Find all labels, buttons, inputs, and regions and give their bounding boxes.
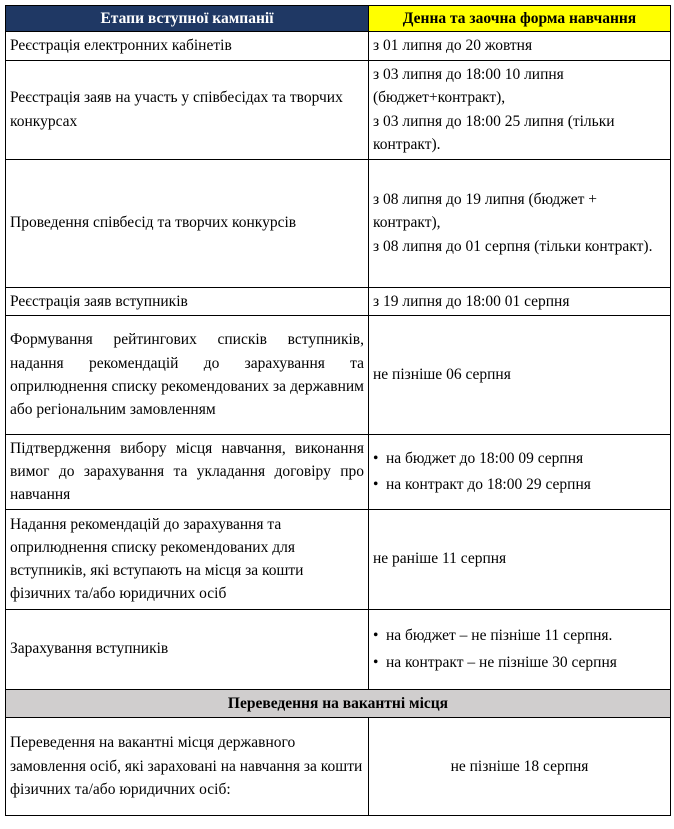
section-title: Переведення на вакантні місця: [6, 689, 671, 717]
period-line: з 19 липня до 18:00 01 серпня: [373, 292, 570, 310]
section-header-row: [6, 689, 671, 717]
bullet-item: • на контракт – не пізніше 30 серпня: [373, 651, 666, 674]
stage-cell: Переведення на вакантні місця державного замовлення осіб, які зараховані на навчання за кошти фізичних та/або юридичних осіб:: [6, 717, 369, 815]
period-cell: [369, 159, 671, 287]
period-line: з 03 липня до 18:00 25 липня (тільки контракт).: [373, 112, 615, 153]
period-line: з 08 липня до 19 липня (бюджет + контракт),: [373, 191, 598, 232]
table-row: [6, 159, 671, 287]
period-line: не раніше 11 серпня: [373, 550, 507, 568]
period-cell: [369, 287, 671, 315]
table-row: [6, 509, 671, 609]
period-cell: [369, 60, 671, 159]
table-row: [6, 315, 671, 434]
period-cell: [369, 509, 671, 609]
header-row: [6, 6, 671, 32]
table-row: [6, 434, 671, 509]
header-study-form: Денна та заочна форма навчання: [369, 6, 671, 32]
period-cell: [369, 609, 671, 689]
stage-cell: Реєстрація заяв на участь у співбесідах та творчих конкурсах: [6, 60, 369, 159]
bullet-item: • на бюджет – не пізніше 11 серпня.: [373, 624, 666, 647]
period-cell: [369, 434, 671, 509]
period-line: з 03 липня до 18:00 10 липня (бюджет+контракт),: [373, 66, 564, 107]
period-line: не пізніше 06 серпня: [373, 366, 511, 384]
table-row: [6, 609, 671, 689]
bullet-list: [373, 624, 666, 674]
stage-cell: Формування рейтингових списків вступників, надання рекомендацій до зарахування та оприлюднення списку рекомендованих за державним або регіональним замовленням: [6, 315, 369, 434]
period-cell: [369, 315, 671, 434]
period-cell: [369, 32, 671, 60]
admission-schedule-table: [5, 5, 671, 816]
bullet-item: • на бюджет до 18:00 09 серпня: [373, 447, 666, 470]
stage-cell: Проведення співбесід та творчих конкурсів: [6, 159, 369, 287]
table-row: [6, 287, 671, 315]
table-row: [6, 60, 671, 159]
period-cell: не пізніше 18 серпня: [369, 717, 671, 815]
period-line: з 08 липня до 01 серпня (тільки контракт).: [373, 237, 653, 255]
stage-cell: Зарахування вступників: [6, 609, 369, 689]
stage-cell: Реєстрація електронних кабінетів: [6, 32, 369, 60]
period-line: з 01 липня до 20 жовтня: [373, 37, 533, 55]
stage-cell: Реєстрація заяв вступників: [6, 287, 369, 315]
stage-cell: Підтвердження вибору місця навчання, виконання вимог до зарахування та укладання договіру про навчання: [6, 434, 369, 509]
bullet-list: [373, 447, 666, 497]
header-stages: Етапи вступної кампанії: [6, 6, 369, 32]
bullet-item: • на контракт до 18:00 29 серпня: [373, 473, 666, 496]
stage-cell: Надання рекомендацій до зарахування та оприлюднення списку рекомендованих для вступників, які вступають на місця за кошти фізичних та/або юридичних осіб: [6, 509, 369, 609]
table-row: [6, 32, 671, 60]
table-row: [6, 717, 671, 815]
